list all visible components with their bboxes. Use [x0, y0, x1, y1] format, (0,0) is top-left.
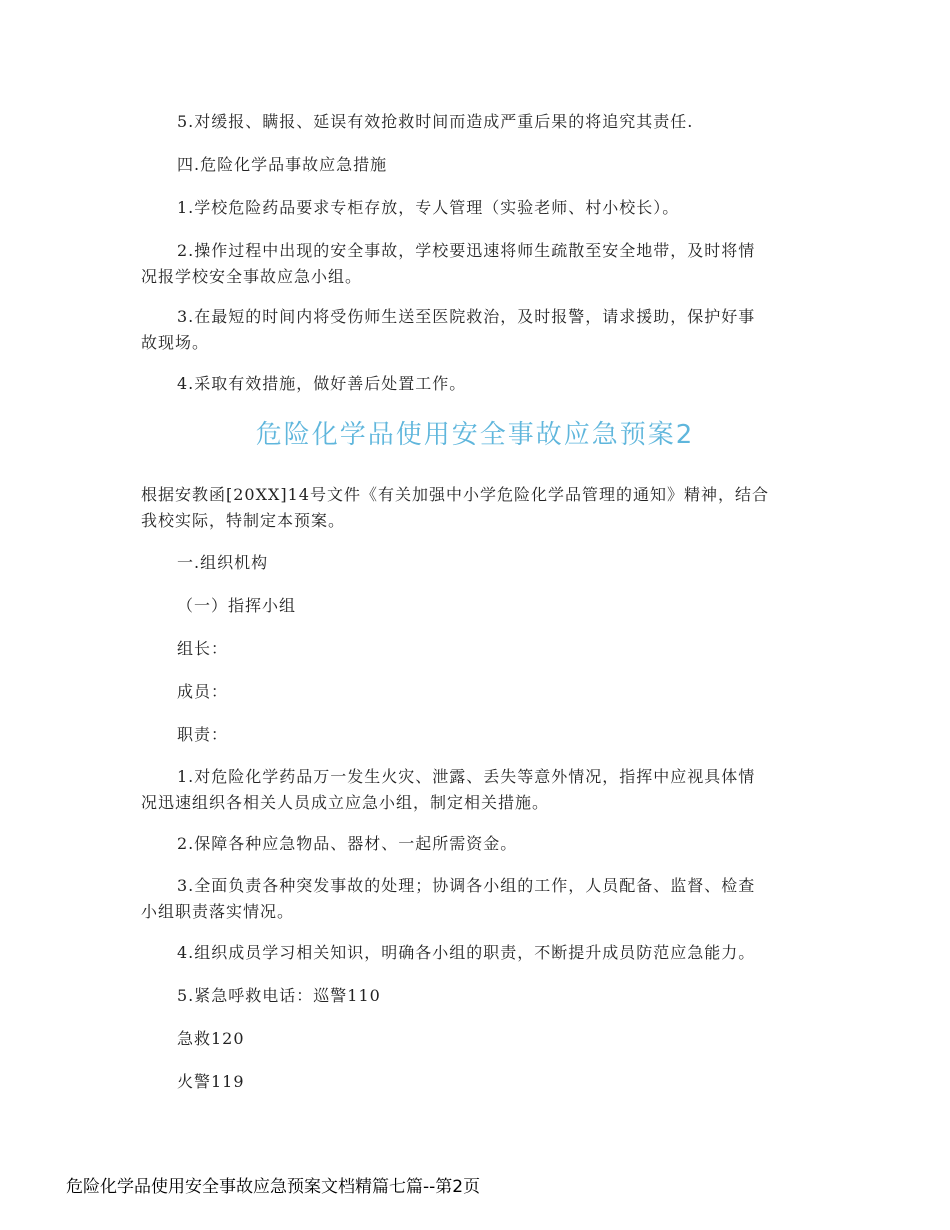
paragraph-5-responsibility: 5.对缓报、瞒报、延误有效抢救时间而造成严重后果的将追究其责任. [177, 112, 694, 131]
label-members: 成员： [177, 682, 229, 701]
section-title: 危险化学品使用安全事故应急预案2 [255, 420, 695, 450]
intro-paragraph-line2: 我校实际，特制定本预案。 [141, 511, 346, 530]
heading-command-group: （一）指挥小组 [177, 596, 297, 615]
heading-organization: 一.组织机构 [177, 553, 269, 572]
label-duties: 职责： [177, 725, 229, 744]
paragraph-3-hospital-line2: 故现场。 [141, 333, 210, 352]
paragraph-4-aftermath: 4.采取有效措施，做好善后处置工作。 [177, 374, 467, 393]
paragraph-3-hospital-line1: 3.在最短的时间内将受伤师生送至医院救治，及时报警，请求援助，保护好事 [177, 307, 756, 326]
duty-1-line1: 1.对危险化学药品万一发生火灾、泄露、丢失等意外情况，指挥中应视具体情 [177, 767, 756, 786]
emergency-phone-ambulance: 急救120 [177, 1029, 245, 1048]
duty-3-line2: 小组职责落实情况。 [141, 902, 295, 921]
heading-emergency-measures: 四.危险化学品事故应急措施 [177, 155, 388, 174]
duty-2: 2.保障各种应急物品、器材、一起所需资金。 [177, 834, 518, 853]
label-group-leader: 组长： [177, 639, 229, 658]
intro-paragraph-line1: 根据安教函[20XX]14号文件《有关加强中小学危险化学品管理的通知》精神，结合 [141, 485, 769, 504]
paragraph-2-evacuation-line1: 2.操作过程中出现的安全事故，学校要迅速将师生疏散至安全地带，及时将情 [177, 241, 756, 260]
paragraph-2-evacuation-line2: 况报学校安全事故应急小组。 [141, 267, 363, 286]
emergency-phone-police: 5.紧急呼救电话：巡警110 [177, 986, 381, 1005]
duty-3-line1: 3.全面负责各种突发事故的处理；协调各小组的工作，人员配备、监督、检查 [177, 876, 756, 895]
emergency-phone-fire: 火警119 [177, 1072, 245, 1091]
page-footer: 危险化学品使用安全事故应急预案文档精篇七篇--第2页 [66, 1177, 481, 1197]
duty-1-line2: 况迅速组织各相关人员成立应急小组，制定相关措施。 [141, 793, 550, 812]
paragraph-1-storage: 1.学校危险药品要求专柜存放，专人管理（实验老师、村小校长）。 [177, 198, 680, 217]
duty-4: 4.组织成员学习相关知识，明确各小组的职责，不断提升成员防范应急能力。 [177, 943, 756, 962]
